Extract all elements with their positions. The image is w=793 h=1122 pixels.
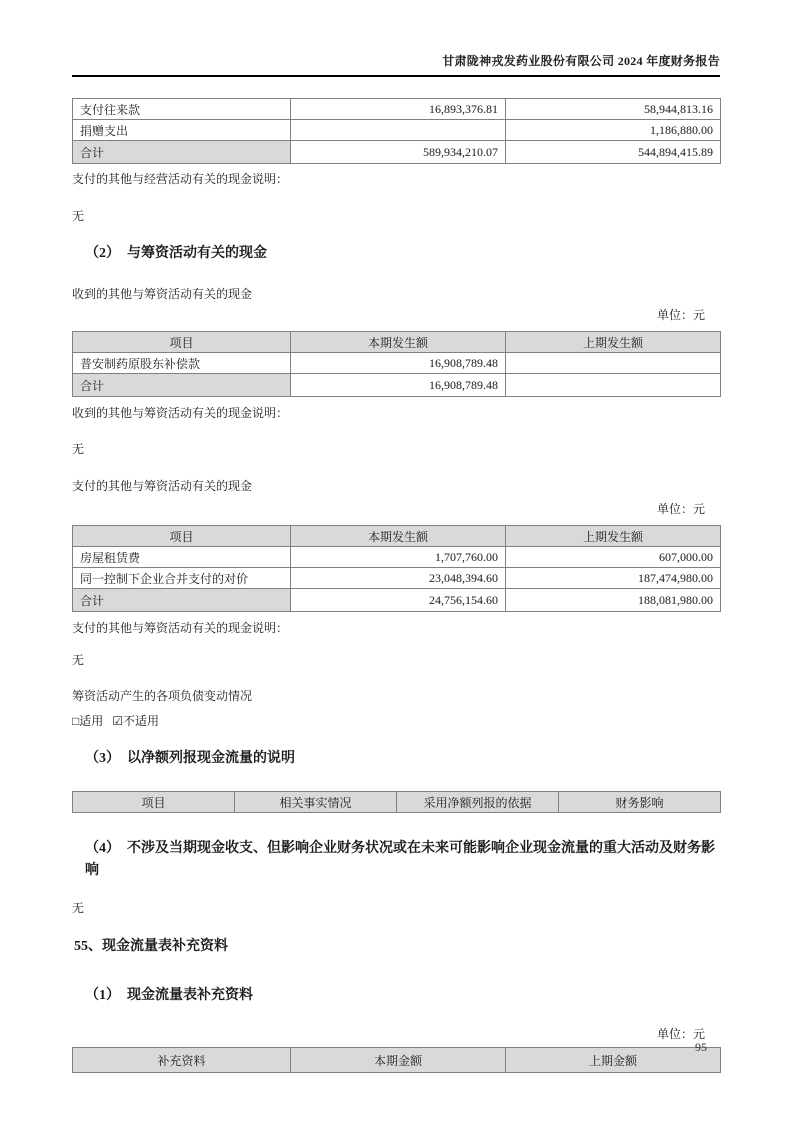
paid-note-label: 支付的其他与筹资活动有关的现金说明： — [72, 621, 289, 635]
column-header: 采用净额列报的依据 — [397, 792, 559, 813]
prior-amount: 544,894,415.89 — [506, 141, 721, 164]
supplementary-info-table — [72, 1047, 721, 1073]
table-row — [73, 568, 721, 589]
unit-label: 单位：元 — [656, 308, 705, 322]
received-intro: 收到的其他与筹资活动有关的现金 — [72, 287, 253, 301]
current-amount: 589,934,210.07 — [291, 141, 506, 164]
received-note-value: 无 — [72, 442, 85, 456]
row-label: 同一控制下企业合并支付的对价 — [73, 568, 291, 589]
section-4-value: 无 — [72, 901, 85, 915]
operating-note-value: 无 — [72, 209, 85, 223]
unit-label: 单位：元 — [656, 1027, 705, 1041]
debt-changes-label: 筹资活动产生的各项负债变动情况 — [72, 689, 253, 703]
column-header: 相关事实情况 — [235, 792, 397, 813]
column-header: 上期发生额 — [506, 526, 721, 547]
row-label: 支付往来款 — [73, 99, 291, 120]
current-amount: 16,908,789.48 — [291, 374, 506, 397]
table-header-row — [73, 526, 721, 547]
prior-amount: 607,000.00 — [506, 547, 721, 568]
row-label: 合计 — [73, 141, 291, 164]
prior-amount: 187,474,980.00 — [506, 568, 721, 589]
section-55-1-heading: （1） 现金流量表补充资料 — [85, 988, 253, 1003]
table-row — [73, 99, 721, 120]
paid-note-value: 无 — [72, 653, 85, 667]
paid-intro: 支付的其他与筹资活动有关的现金 — [72, 479, 253, 493]
document-header — [72, 0, 720, 77]
total-row — [73, 374, 721, 397]
current-amount: 16,893,376.81 — [291, 99, 506, 120]
table-row — [73, 120, 721, 141]
column-header: 上期发生额 — [506, 332, 721, 353]
section-4-heading: （4） 不涉及当期现金收支、但影响企业财务状况或在未来可能影响企业现金流量的重大活动及财务影响 — [85, 841, 715, 878]
column-header: 项目 — [73, 332, 291, 353]
checkbox-applicable: □适用 — [72, 714, 104, 728]
total-row — [73, 589, 721, 612]
received-note-label: 收到的其他与筹资活动有关的现金说明： — [72, 406, 289, 420]
column-header: 项目 — [73, 792, 235, 813]
column-header: 本期金额 — [291, 1048, 506, 1073]
section-55-heading: 55、现金流量表补充资料 — [74, 939, 228, 954]
received-financing-table — [72, 331, 721, 397]
column-header: 财务影响 — [559, 792, 721, 813]
table-row — [73, 547, 721, 568]
section-3-heading: （3） 以净额列报现金流量的说明 — [85, 751, 295, 766]
paid-financing-table — [72, 525, 721, 612]
column-header: 本期发生额 — [291, 526, 506, 547]
row-label: 合计 — [73, 374, 291, 397]
row-label: 房屋租赁费 — [73, 547, 291, 568]
unit-label: 单位：元 — [656, 502, 705, 516]
net-presentation-table — [72, 791, 721, 813]
column-header: 补充资料 — [73, 1048, 291, 1073]
current-amount: 24,756,154.60 — [291, 589, 506, 612]
document-title: 甘肃陇神戎发药业股份有限公司 2024 年度财务报告 — [442, 54, 720, 68]
row-label: 捐赠支出 — [73, 120, 291, 141]
row-label: 合计 — [73, 589, 291, 612]
prior-amount: 1,186,880.00 — [506, 120, 721, 141]
table-header-row — [73, 792, 721, 813]
section-2-heading: （2） 与筹资活动有关的现金 — [85, 246, 267, 261]
page-content — [72, 0, 720, 1073]
current-amount: 1,707,760.00 — [291, 547, 506, 568]
table-header-row — [73, 332, 721, 353]
checkbox-not-applicable: ☑不适用 — [112, 714, 160, 728]
prior-amount: 58,944,813.16 — [506, 99, 721, 120]
applicability-checkboxes — [72, 712, 720, 729]
column-header: 上期金额 — [506, 1048, 721, 1073]
current-amount: 16,908,789.48 — [291, 353, 506, 374]
current-amount — [291, 120, 506, 141]
total-row — [73, 141, 721, 164]
prior-amount: 188,081,980.00 — [506, 589, 721, 612]
column-header: 项目 — [73, 526, 291, 547]
prior-amount — [506, 374, 721, 397]
prior-amount — [506, 353, 721, 374]
operating-note-label: 支付的其他与经营活动有关的现金说明： — [72, 172, 289, 186]
table-header-row — [73, 1048, 721, 1073]
page-number: 95 — [695, 1040, 707, 1054]
table-row — [73, 353, 721, 374]
row-label: 普安制药原股东补偿款 — [73, 353, 291, 374]
current-amount: 23,048,394.60 — [291, 568, 506, 589]
column-header: 本期发生额 — [291, 332, 506, 353]
operating-cash-table — [72, 98, 721, 164]
